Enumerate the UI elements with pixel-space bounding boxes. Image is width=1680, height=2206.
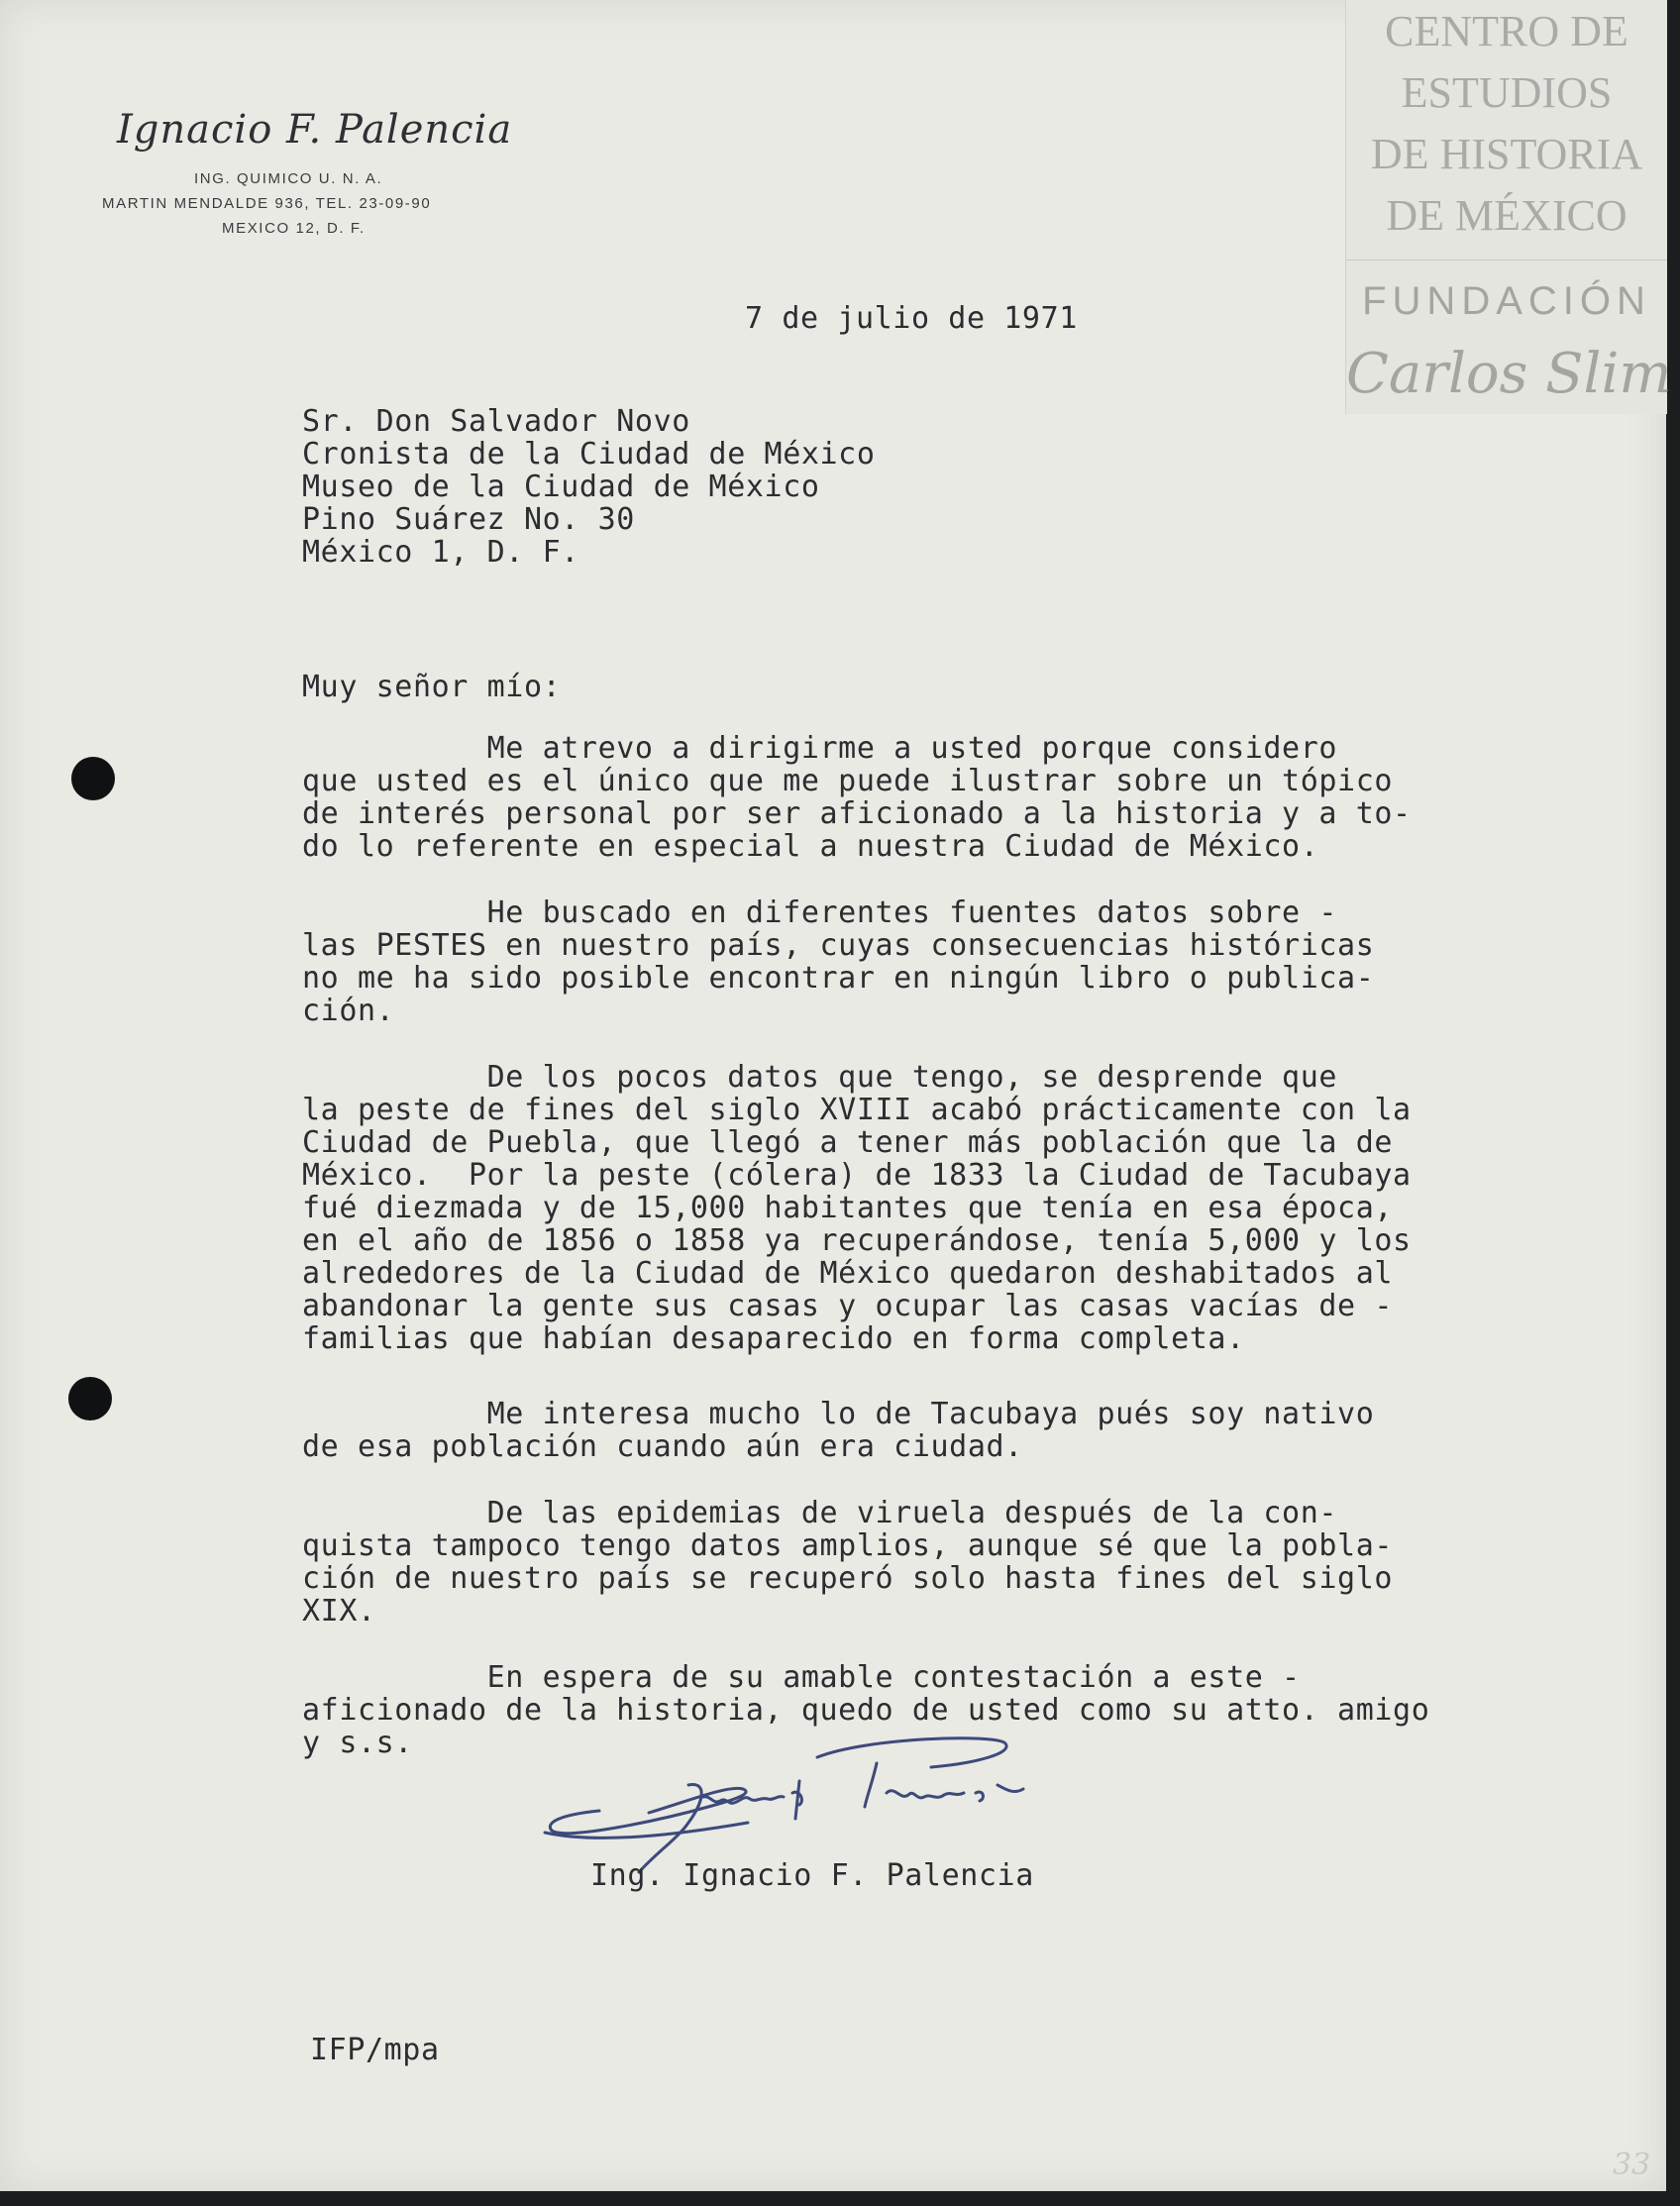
body-line: alrededores de la Ciudad de México quedaron deshabitados al [302,1256,1394,1291]
body-line: aficionado de la historia, quedo de usted como su atto. amigo [302,1693,1430,1728]
stamp-line-3: DE HISTORIA [1370,130,1643,178]
letter-date: 7 de julio de 1971 [745,301,1078,336]
body-line: He buscado en diferentes fuentes datos sobre - [302,895,1338,930]
letterhead-city: MEXICO 12, D. F. [222,220,366,237]
recipient-line: Pino Suárez No. 30 [302,502,635,537]
body-line: no me ha sido posible encontrar en ningún libro o publica- [302,961,1375,996]
recipient-line: Sr. Don Salvador Novo [302,404,690,439]
body-line: De los pocos datos que tengo, se desprende que [302,1060,1338,1095]
stamp-line-1: CENTRO DE [1385,7,1628,55]
body-line: y s.s. [302,1726,413,1760]
body-line: familias que habían desaparecido en forma completa. [302,1321,1245,1356]
salutation: Muy señor mío: [302,670,562,704]
body-line: las PESTES en nuestro país, cuyas consecuencias históricas [302,928,1375,963]
body-line: do lo referente en especial a nuestra Ciudad de México. [302,829,1319,864]
punch-hole-bottom [68,1377,112,1420]
archive-stamp [1345,0,1672,414]
body-line: Me interesa mucho lo de Tacubaya pués soy nativo [302,1397,1375,1431]
letterhead-name: Ignacio F. Palencia [117,107,513,153]
body-line: ción. [302,994,395,1028]
letterhead-title: ING. QUIMICO U. N. A. [194,170,383,187]
letterhead-address: MARTIN MENDALDE 936, TEL. 23-09-90 [102,195,432,212]
page-mark: 33 [1613,2148,1651,2182]
reference-initials: IFP/mpa [310,2033,440,2067]
body-line: en el año de 1856 o 1858 ya recuperándose, tenía 5,000 y los [302,1223,1412,1258]
body-line: la peste de fines del siglo XVIII acabó prácticamente con la [302,1093,1412,1127]
body-line: Ciudad de Puebla, que llegó a tener más población que la de [302,1125,1394,1160]
body-line: En espera de su amable contestación a este - [302,1660,1301,1695]
recipient-line: México 1, D. F. [302,535,579,570]
body-line: abandonar la gente sus casas y ocupar las casas vacías de - [302,1289,1394,1323]
body-line: quista tampoco tengo datos amplios, aunque sé que la pobla- [302,1528,1394,1563]
body-line: que usted es el único que me puede ilustrar sobre un tópico [302,764,1394,798]
body-line: fué diezmada y de 15,000 habitantes que tenía en esa época, [302,1191,1394,1225]
recipient-line: Cronista de la Ciudad de México [302,437,876,472]
body-line: de interés personal por ser aficionado a la historia y a to- [302,796,1412,831]
body-line: México. Por la peste (cólera) de 1833 la Ciudad de Tacubaya [302,1158,1412,1193]
stamp-sponsor: Carlos Slim [1346,342,1672,406]
body-line: ción de nuestro país se recuperó solo hasta fines del siglo [302,1561,1394,1596]
body-line: De las epidemias de viruela después de la con- [302,1496,1338,1530]
body-line: Me atrevo a dirigirme a usted porque considero [302,731,1338,766]
stamp-line-2: ESTUDIOS [1401,68,1613,117]
body-line: de esa población cuando aún era ciudad. [302,1429,1023,1464]
signatory-name: Ing. Ignacio F. Palencia [590,1858,1034,1893]
punch-hole-top [71,757,115,800]
recipient-line: Museo de la Ciudad de México [302,470,820,504]
stamp-foundation: FUNDACIÓN [1362,279,1651,323]
stamp-line-4: DE MÉXICO [1386,191,1628,240]
body-line: XIX. [302,1594,376,1628]
stamp-divider [1346,260,1667,261]
